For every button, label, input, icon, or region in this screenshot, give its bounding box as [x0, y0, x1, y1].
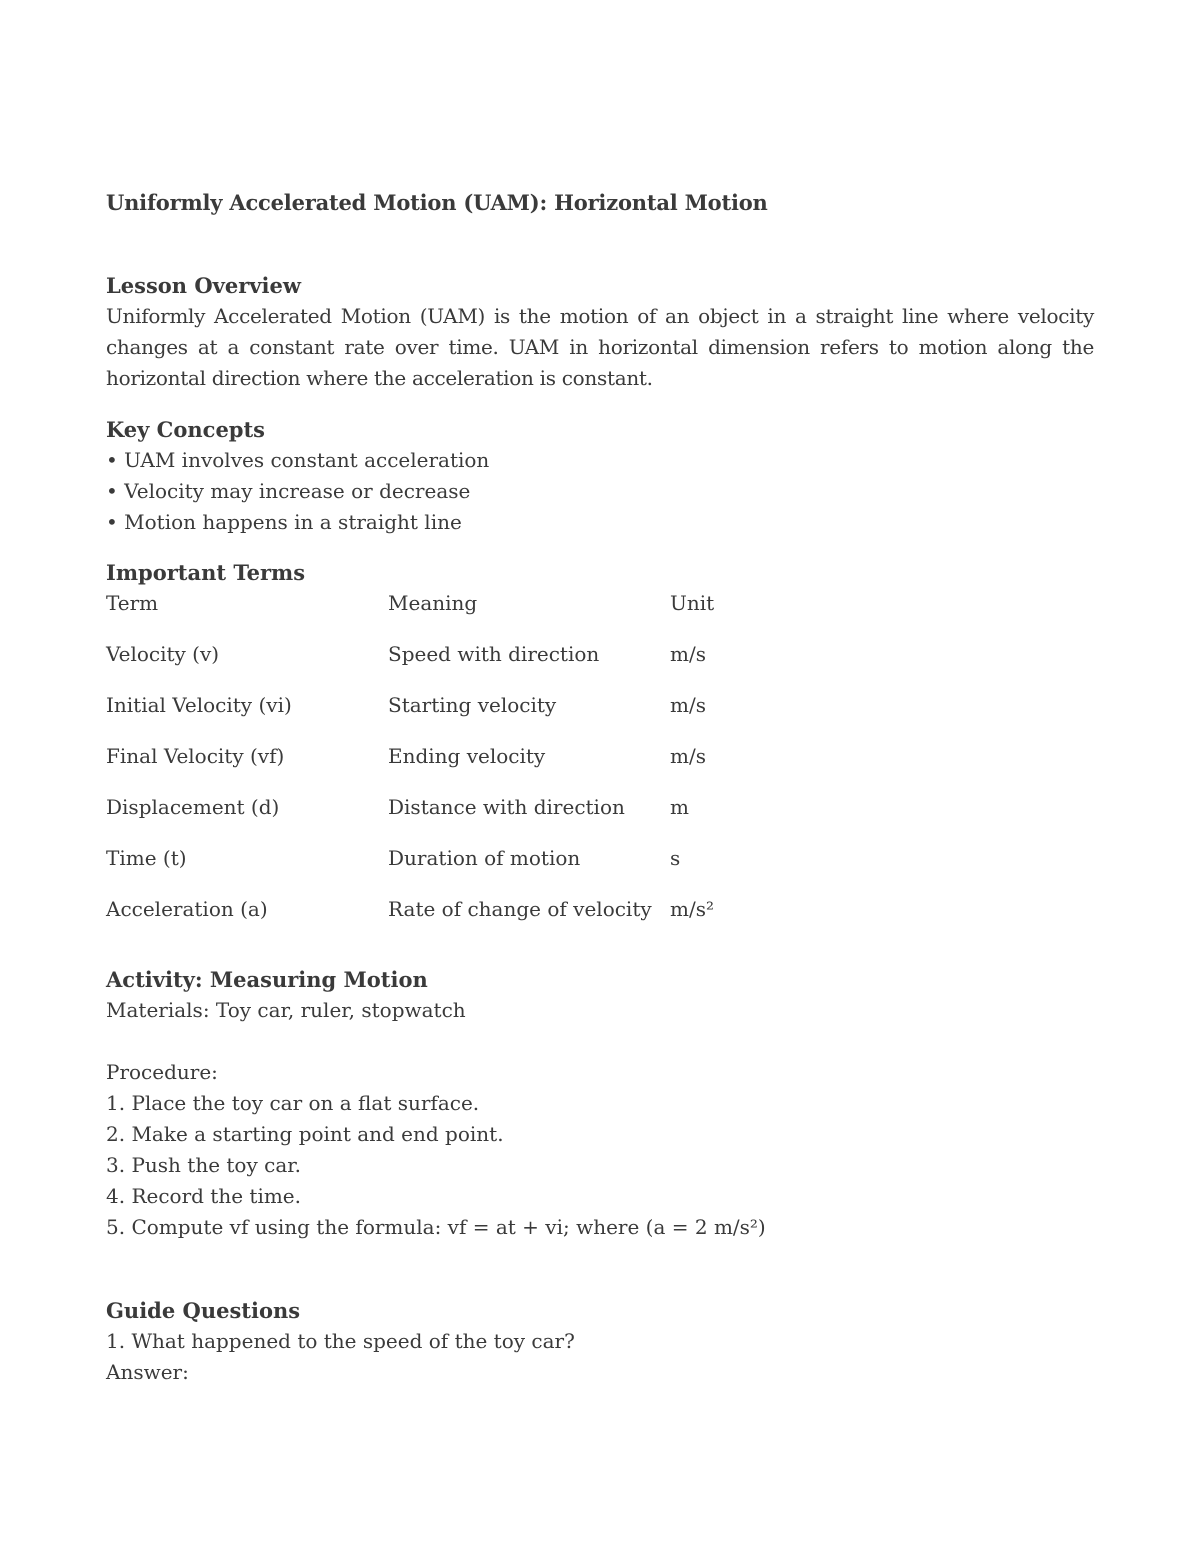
term-cell: Displacement (d): [106, 795, 280, 819]
activity-heading: Activity: Measuring Motion: [106, 967, 428, 992]
lesson-overview-section: [106, 270, 1094, 394]
meaning-cell: Rate of change of velocity: [388, 897, 652, 921]
unit-cell: m/s: [670, 693, 706, 717]
table-row: [106, 741, 770, 792]
unit-cell: m/s: [670, 642, 706, 666]
meaning-cell: Distance with direction: [388, 795, 625, 819]
terms-table-header-row: [106, 588, 770, 639]
answer-label: Answer:: [106, 1360, 189, 1384]
meaning-cell: Starting velocity: [388, 693, 557, 717]
unit-cell: m: [670, 795, 689, 819]
activity-section: [106, 964, 1094, 1243]
table-row: [106, 690, 770, 741]
key-concept-item: • UAM involves constant acceleration: [106, 448, 490, 472]
meaning-cell: Speed with direction: [388, 642, 600, 666]
unit-cell: m/s²: [670, 897, 714, 921]
procedure-step: 1. Place the toy car on a flat surface.: [106, 1091, 480, 1115]
key-concepts-heading: Key Concepts: [106, 417, 266, 442]
important-terms-heading: Important Terms: [106, 560, 306, 585]
term-cell: Acceleration (a): [106, 897, 268, 921]
term-cell: Final Velocity (vf): [106, 744, 285, 768]
table-row: [106, 894, 770, 945]
page-title: Uniformly Accelerated Motion (UAM): Horizontal Motion: [106, 190, 768, 215]
procedure-label: Procedure:: [106, 1060, 218, 1084]
procedure-step: 4. Record the time.: [106, 1184, 301, 1208]
procedure-step: 3. Push the toy car.: [106, 1153, 301, 1177]
table-row: [106, 843, 770, 894]
term-cell: Initial Velocity (vi): [106, 693, 292, 717]
key-concept-item: • Motion happens in a straight line: [106, 510, 462, 534]
procedure-step: 2. Make a starting point and end point.: [106, 1122, 504, 1146]
key-concept-item: • Velocity may increase or decrease: [106, 479, 471, 503]
term-cell: Time (t): [106, 846, 187, 870]
column-header-unit: Unit: [670, 591, 715, 615]
important-terms-section: [106, 557, 1094, 945]
table-row: [106, 639, 770, 690]
column-header-meaning: Meaning: [388, 591, 478, 615]
terms-table: [106, 588, 770, 945]
meaning-cell: Ending velocity: [388, 744, 546, 768]
term-cell: Velocity (v): [106, 642, 220, 666]
guide-questions-section: [106, 1295, 1094, 1388]
guide-questions-heading: Guide Questions: [106, 1298, 301, 1323]
lesson-overview-heading: Lesson Overview: [106, 273, 301, 298]
key-concepts-section: [106, 414, 1094, 538]
lesson-overview-text: Uniformly Accelerated Motion (UAM) is the motion of an object in a straight line where velocity changes at a constant rate over time. UAM in horizontal dimension refers to motion along the horizontal direction where the acceleration is constant.: [106, 304, 1094, 390]
procedure-step: 5. Compute vf using the formula: vf = at + vi; where (a = 2 m/s²): [106, 1215, 766, 1239]
unit-cell: s: [670, 846, 681, 870]
meaning-cell: Duration of motion: [388, 846, 581, 870]
column-header-term: Term: [106, 591, 159, 615]
materials-text: Materials: Toy car, ruler, stopwatch: [106, 998, 466, 1022]
table-row: [106, 792, 770, 843]
guide-question: 1. What happened to the speed of the toy car?: [106, 1329, 575, 1353]
unit-cell: m/s: [670, 744, 706, 768]
